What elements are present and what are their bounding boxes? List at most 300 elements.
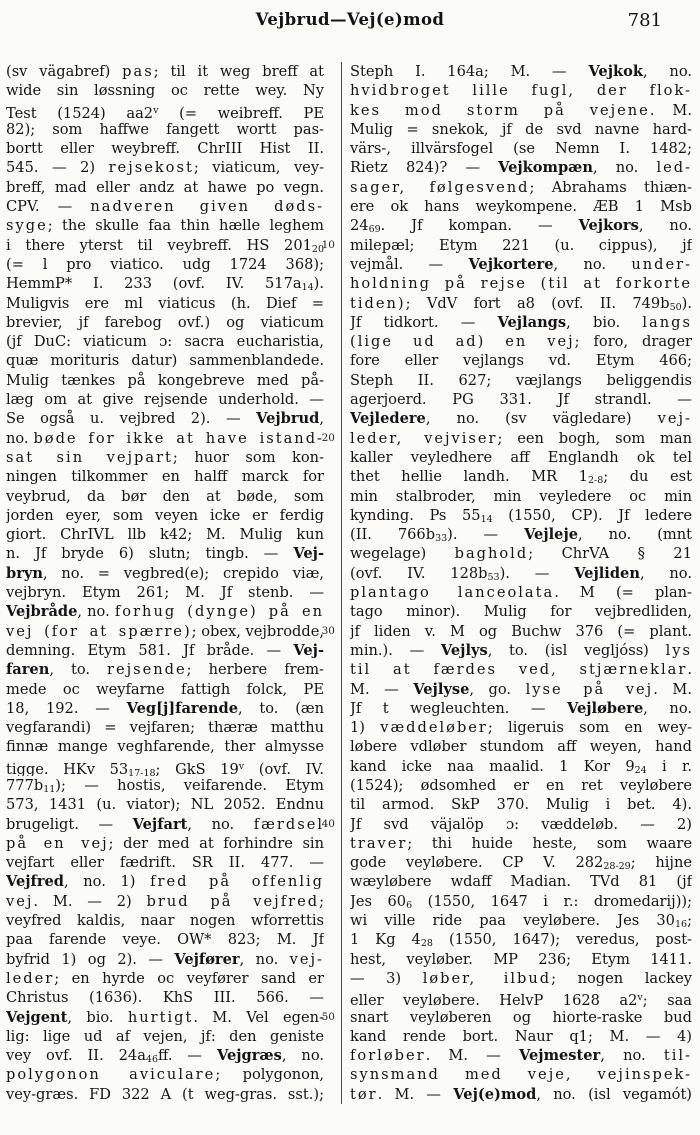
text-line [350,409,692,428]
text-line [350,660,692,679]
headword: Vejgent [6,1008,68,1026]
text-line [6,487,324,506]
text-segment: ; een bogh, som man [497,429,692,447]
text-segment: agerjoerd. PG 331. Jf strandl. — [350,391,692,409]
text-line [6,815,324,834]
headword: Vejbrud [256,410,320,428]
text-segment: quæ morituris datur) sammenblandede. [6,352,324,370]
text-segment: ; foro, drager [574,333,692,351]
text-segment: wegelage) [350,545,455,563]
text-segment: ; the skulle faa thin hælle leghem [47,217,324,235]
text-segment: (II. 766b [350,526,436,544]
text-line [6,332,324,351]
text-line [6,409,324,428]
text-segment: veybrud, da bør den at bøde, som [6,487,324,505]
text-line [6,583,324,602]
text-segment: polygonon aviculare [6,1066,216,1084]
text-segment: , [319,410,324,428]
text-segment: ; der med at forhindre sin [108,834,324,852]
text-line [6,776,324,795]
text-segment: ). [313,275,324,293]
text-segment: 6 [406,899,413,911]
headword: Vejledere [350,410,426,428]
text-segment: breff, mad eller andz at hawe po vegn. [6,178,324,196]
text-segment: 53 [487,571,500,583]
text-line [6,1008,324,1027]
text-line [6,853,324,872]
text-line [350,641,692,660]
text-segment: til- [663,1047,692,1065]
text-segment: v [637,992,643,1004]
text-line [350,120,692,139]
headword: Vejliden [574,564,640,582]
text-segment: vejbryn. Etym 261; M. Jf stenb. — [6,584,324,602]
text-segment: , bio. [566,313,643,331]
text-segment: rejsende [107,661,187,679]
text-segment: forhug (dynge) på en [114,603,324,621]
text-segment: læg om at give rejsende underhold. — [6,391,324,409]
text-segment: langs [642,313,692,331]
text-segment: Steph I. 164a; M. — [350,63,589,80]
text-line [6,564,324,583]
text-line [350,158,692,177]
text-segment: kynding. Ps 55 [350,506,481,524]
text-segment: 777b [6,776,44,794]
headword: Vejløbere [566,699,644,717]
text-line [350,776,692,795]
text-line [6,795,324,814]
text-segment: Jf tidkort. — [350,313,498,331]
text-segment: ; polygonon, [215,1066,324,1084]
text-segment: 573, 1431 (u. viator); NL 2052. Endnu [6,796,324,814]
text-line [6,429,324,448]
text-segment: 16 [674,919,688,931]
text-line [6,120,324,139]
text-segment: — 3) [350,969,423,987]
text-segment: forløber [350,1047,426,1065]
text-segment: kes mod storm på vejene [350,101,650,119]
text-line [6,274,324,293]
text-segment: rejsekost [108,159,194,177]
text-line [350,351,692,370]
text-segment: , no. [642,63,692,80]
headword: Vejfører [174,950,240,968]
text-segment: holdning på rejse (til at forkorte [350,275,692,293]
gutter-line-number: 30 [321,624,335,637]
text-segment: ). [681,294,692,312]
text-segment: (= weibreff. PE [158,104,324,120]
text-line [6,62,324,81]
text-segment: paa farende veye. OW* 823; M. Jf [6,931,324,949]
text-segment: traver [350,834,408,852]
text-segment: , to. (isl vegljóss) [487,641,666,659]
text-segment: , no. (mnt [578,526,692,544]
text-line [350,892,692,911]
text-line [350,216,692,235]
text-segment: bortt eller weybreff. ChrIII Hist II. [6,140,324,158]
text-segment: , no. [77,603,115,621]
text-line [6,525,324,544]
gutter-line-number: 40 [321,817,335,830]
text-segment: (jf DuC: viaticum ɔ: sacra eucharistia, [6,333,324,351]
headword: Vej- [293,641,324,659]
text-line [350,757,692,776]
gutter-line-number: 50 [321,1010,335,1023]
text-segment: Steph II. 627; væjlangs beliggendis [350,371,692,389]
text-segment: (1550, 1647 i r.: dromedarij)); [412,892,692,910]
text-line [6,699,324,718]
text-segment: n. Jf bryde 6) slutn; tingb. — [6,545,294,563]
text-line [350,448,692,467]
text-segment: vey ovf. II. 24a [6,1047,146,1065]
text-segment: tigge. HKv 53 [6,760,129,776]
text-line [350,564,692,583]
text-line [350,255,692,274]
text-segment: wi ville ride paa veyløbere. Jes 30 [350,912,675,930]
text-line [350,988,692,1007]
text-segment: tør [350,1085,378,1103]
text-line [6,892,324,911]
text-segment: . M. [649,101,692,119]
text-line [6,660,324,679]
text-segment: vej [6,892,34,910]
text-segment: ; viaticum, vey- [193,159,324,177]
text-segment: värs-, illvärsfogel (se Nemn I. 1482; [350,140,692,158]
text-segment: , no. [638,217,692,235]
text-segment: ). — [499,564,575,582]
text-segment: . M. — 2) [33,892,147,910]
text-segment: , no. [553,255,632,273]
text-line [350,815,692,834]
text-segment: , no. = vegbred(e); crepido viæ, [42,564,324,582]
text-line [350,930,692,949]
text-segment: væddeløber [380,719,488,737]
text-segment: lys [665,641,692,659]
text-segment: veyfred kaldis, naar nogen wforrettis [6,912,324,930]
text-line [350,622,692,641]
text-segment: ere ok hans weykompene. ÆB 1 Msb [350,198,692,216]
headword: Vejbråde [6,603,78,621]
text-segment: ; herbere frem- [186,661,324,679]
text-segment: , go. [469,680,526,698]
text-segment: , bio. [67,1008,128,1026]
text-segment: ). — [447,526,525,544]
text-segment: jorden eyer, som veyen icke er ferdig [6,506,324,524]
text-segment: nadveren given døds- [90,198,324,216]
text-line [350,583,692,602]
text-segment: til armod. SkP 370. Mulig i bet. 4). [350,796,692,814]
text-segment: på en vej [6,834,109,852]
text-segment: 545. — 2) [6,159,109,177]
text-segment: ; til it weg breff at [153,63,324,80]
headword: faren [6,661,50,679]
text-segment: ; GkS 19 [155,760,239,776]
text-segment: thet hellie landh. MR 1 [350,468,588,486]
text-segment: leder [6,969,55,987]
text-segment: milepæl; Etym 221 (u. cippus), jf [350,236,692,254]
text-segment: 69 [368,224,381,236]
text-line [350,525,692,544]
text-segment: 18, 192. — [6,699,127,717]
text-line [350,718,692,737]
text-line [350,236,692,255]
text-line [350,506,692,525]
text-line [350,872,692,891]
text-segment: syge [6,217,48,235]
headword: Vejfart [132,815,188,833]
text-segment: ; thi huide heste, som waare [407,834,692,852]
text-segment: brevier, jf farebog ovf.) og viaticum [6,313,324,331]
page-header [0,10,700,36]
text-line [350,1085,692,1104]
text-line [6,371,324,390]
text-segment: fore eller vejlangs vd. Etym 466; [350,352,692,370]
text-segment: , no. 1) [64,873,151,891]
text-line [6,718,324,737]
text-segment: sat sin vejpart [6,448,173,466]
text-segment: 33 [435,533,448,545]
text-line [6,390,324,409]
text-line [6,139,324,158]
text-segment: sager, følgesvend [350,178,530,196]
headword: Vej- [293,545,324,563]
text-line [350,911,692,930]
text-segment: Jf svd väjalöp ɔ: væddeløb. — 2) [350,815,692,833]
text-segment: ; obex, vejbrodde, [191,622,324,640]
text-segment: led- [656,159,692,177]
text-segment: , no. [600,1047,664,1065]
text-segment: Christus (1636). KhS III. 566. — [6,989,324,1007]
text-segment: M. — [350,680,414,698]
text-line [6,448,324,467]
text-segment: Mulig = snekok, jf de svd navne hard- [350,120,692,138]
text-line [350,467,692,486]
text-segment: brugeligt. — [6,815,133,833]
text-line [6,911,324,930]
text-segment: vej- [289,950,324,968]
text-segment: 11 [43,783,56,795]
text-segment: . [687,661,692,679]
text-segment: Muligvis ere ml viaticus (h. Dief = [6,294,324,312]
text-segment: løber, ilbud [422,969,552,987]
text-line [6,930,324,949]
text-segment: . M. — [377,1085,454,1103]
text-line [350,101,692,120]
text-segment: lig: lige ud af vejen, jf: den geniste [6,1027,324,1045]
text-segment: giort. ChrIVL llb k42; M. Mulig kun [6,526,324,544]
headword: Vejkortere [468,255,554,273]
text-segment: ningen tilkommer en halff marck for [6,468,324,486]
text-segment: . Jf kompan. — [380,217,579,235]
text-line [350,1027,692,1046]
text-line [6,178,324,197]
text-segment: 14 [480,513,493,525]
text-line [6,313,324,332]
text-segment: ; huor som kon- [172,448,324,466]
text-segment: 28 [420,938,433,950]
text-line [6,1046,324,1065]
text-segment: 24 [634,764,647,776]
text-line [6,158,324,177]
text-segment: ; ChrVA § 21 [528,545,692,563]
text-segment: v [153,104,159,116]
text-segment: (1524); ødsomhed er en ret veyløbere [350,776,692,794]
text-segment: byfrid 1) og 2). — [6,950,175,968]
text-segment: wæyløbere wdaff Madian. TVd 81 (jf [350,873,692,891]
headword: Vejgræs [216,1047,282,1065]
text-line [350,834,692,853]
text-segment: Rietz 824)? — [350,159,499,177]
column-left [6,62,324,1104]
text-segment: ff. — [158,1047,217,1065]
text-segment: hest, veyløber. MP 236; Etym 1411. [350,950,692,968]
text-segment: 1 Kg 4 [350,931,421,949]
headword: Vejlyse [413,680,470,698]
text-line [6,641,324,660]
headword: Vejleje [524,526,579,544]
text-segment: ; du est [603,468,692,486]
headword: Vejkors [578,217,639,235]
text-segment: wide sin løssning oc rette wey. Ny [6,82,324,100]
text-line [350,602,692,621]
text-segment: (ovf. IV. 128b [350,564,488,582]
text-segment: (1550, CP). Jf ledere [492,506,692,524]
text-line [350,487,692,506]
text-line [6,255,324,274]
text-segment: , no. [187,815,254,833]
text-segment: (sv vägabref) [6,63,123,80]
text-line [6,969,324,988]
text-line [350,197,692,216]
text-line [6,467,324,486]
headword: Vejlys [440,641,488,659]
text-line [350,1046,692,1065]
text-segment: , no. (isl vegamót) [536,1085,692,1103]
text-line [6,236,324,255]
text-segment: baghold [454,545,529,563]
text-segment: snart veyløberen og hiorte-raske bud [350,1008,692,1026]
text-line [350,313,692,332]
text-segment: v [238,760,245,772]
headword: Vejlangs [497,313,567,331]
text-line [350,274,692,293]
text-segment: hurtigt [127,1008,194,1026]
text-line [6,81,324,100]
text-line [350,332,692,351]
text-segment: , no. [593,159,657,177]
running-title: Vejbrud—Vej(e)mod [255,10,445,29]
text-segment: . M (= plan- [554,584,692,602]
text-segment: 50 [669,301,682,313]
text-segment: CPV. — [6,198,91,216]
text-segment: min.). — [350,641,441,659]
text-segment: gode veyløbere. CP V. 282 [350,854,604,872]
headword: Vejfred [6,873,65,891]
text-segment: (lige ud ad) en vej [350,333,575,351]
text-segment: mede oc weyfarne fattigh folck, PE [6,680,324,698]
text-segment: hvidbroget lille fugl, der flok- [350,82,692,100]
text-segment: , no. (sv vägledare) [425,410,658,428]
text-line [350,390,692,409]
text-line [6,680,324,699]
text-line [6,622,324,641]
text-line [350,429,692,448]
text-segment: (= l pro viatico. udg 1724 368); [6,255,324,273]
text-segment: , no. [239,950,290,968]
text-line [6,351,324,370]
text-segment: kaller veyledhere aff Englandh ok tel [350,448,692,466]
text-segment: ; nogen lackey [551,969,692,987]
text-line [350,62,692,81]
text-line [350,371,692,390]
text-segment: fred på offenlig [150,873,324,891]
text-segment: Se også u. vejbred 2). — [6,410,257,428]
headword: Vej(e)mod [453,1085,537,1103]
text-line [6,506,324,525]
text-line [350,1008,692,1027]
text-line [6,101,324,120]
text-segment: (ovf. IV. [244,760,324,776]
text-line [6,757,324,776]
text-line [6,834,324,853]
headword: Vejmester [519,1047,601,1065]
text-segment: ; [687,912,692,930]
text-segment: vejmål. — [350,255,469,273]
text-segment: 20 [311,243,324,255]
text-segment: HemmP* I. 233 (ovf. IV. 517a [6,275,302,293]
text-segment: , to. [49,661,108,679]
text-line [6,602,324,621]
text-line [350,544,692,563]
text-segment: Jf t wegleuchten. — [350,699,567,717]
text-line [6,1065,324,1084]
text-segment: i r. [646,757,692,775]
text-line [6,1027,324,1046]
text-line [6,1085,324,1104]
text-segment: , to. (æn [237,699,324,717]
text-line [6,737,324,756]
text-line [350,699,692,718]
text-segment: bøde for ikke at have istand- [33,429,324,447]
text-segment: vej- [657,410,692,428]
page-number: 781 [627,10,662,31]
text-segment: vegfarandi) = vejfaren; thæræ matthu [6,719,324,737]
text-line [6,294,324,313]
headword: Veg[j]farende [126,699,238,717]
text-segment: 2-8 [587,475,604,487]
text-line [6,988,324,1007]
text-segment: Test (1524) aa2 [6,104,154,120]
text-segment: 46 [145,1054,159,1066]
text-segment: ; saa [642,992,692,1008]
text-segment: pas [122,63,154,80]
text-segment: ; hijne [630,854,692,872]
text-segment: (1550, 1647); veredus, post- [432,931,692,949]
text-segment: finnæ mange veghfarende, ther almysse [6,738,324,756]
text-segment: . M. Vel egen- [193,1008,324,1026]
text-segment: 1) [350,719,381,737]
headword: Vejkok [588,63,643,80]
text-line [350,853,692,872]
text-segment: Mulig tænkes på kongebreve med på- [6,371,324,389]
text-segment: 24 [350,217,369,235]
text-line [350,969,692,988]
gutter-line-number: 10 [321,238,335,251]
text-segment: 82); som haffwe fangett wortt pas- [6,120,324,138]
text-segment: 14 [301,282,314,294]
text-segment: ; [319,892,324,910]
text-segment: ; Abrahams thiæn- [529,178,692,196]
